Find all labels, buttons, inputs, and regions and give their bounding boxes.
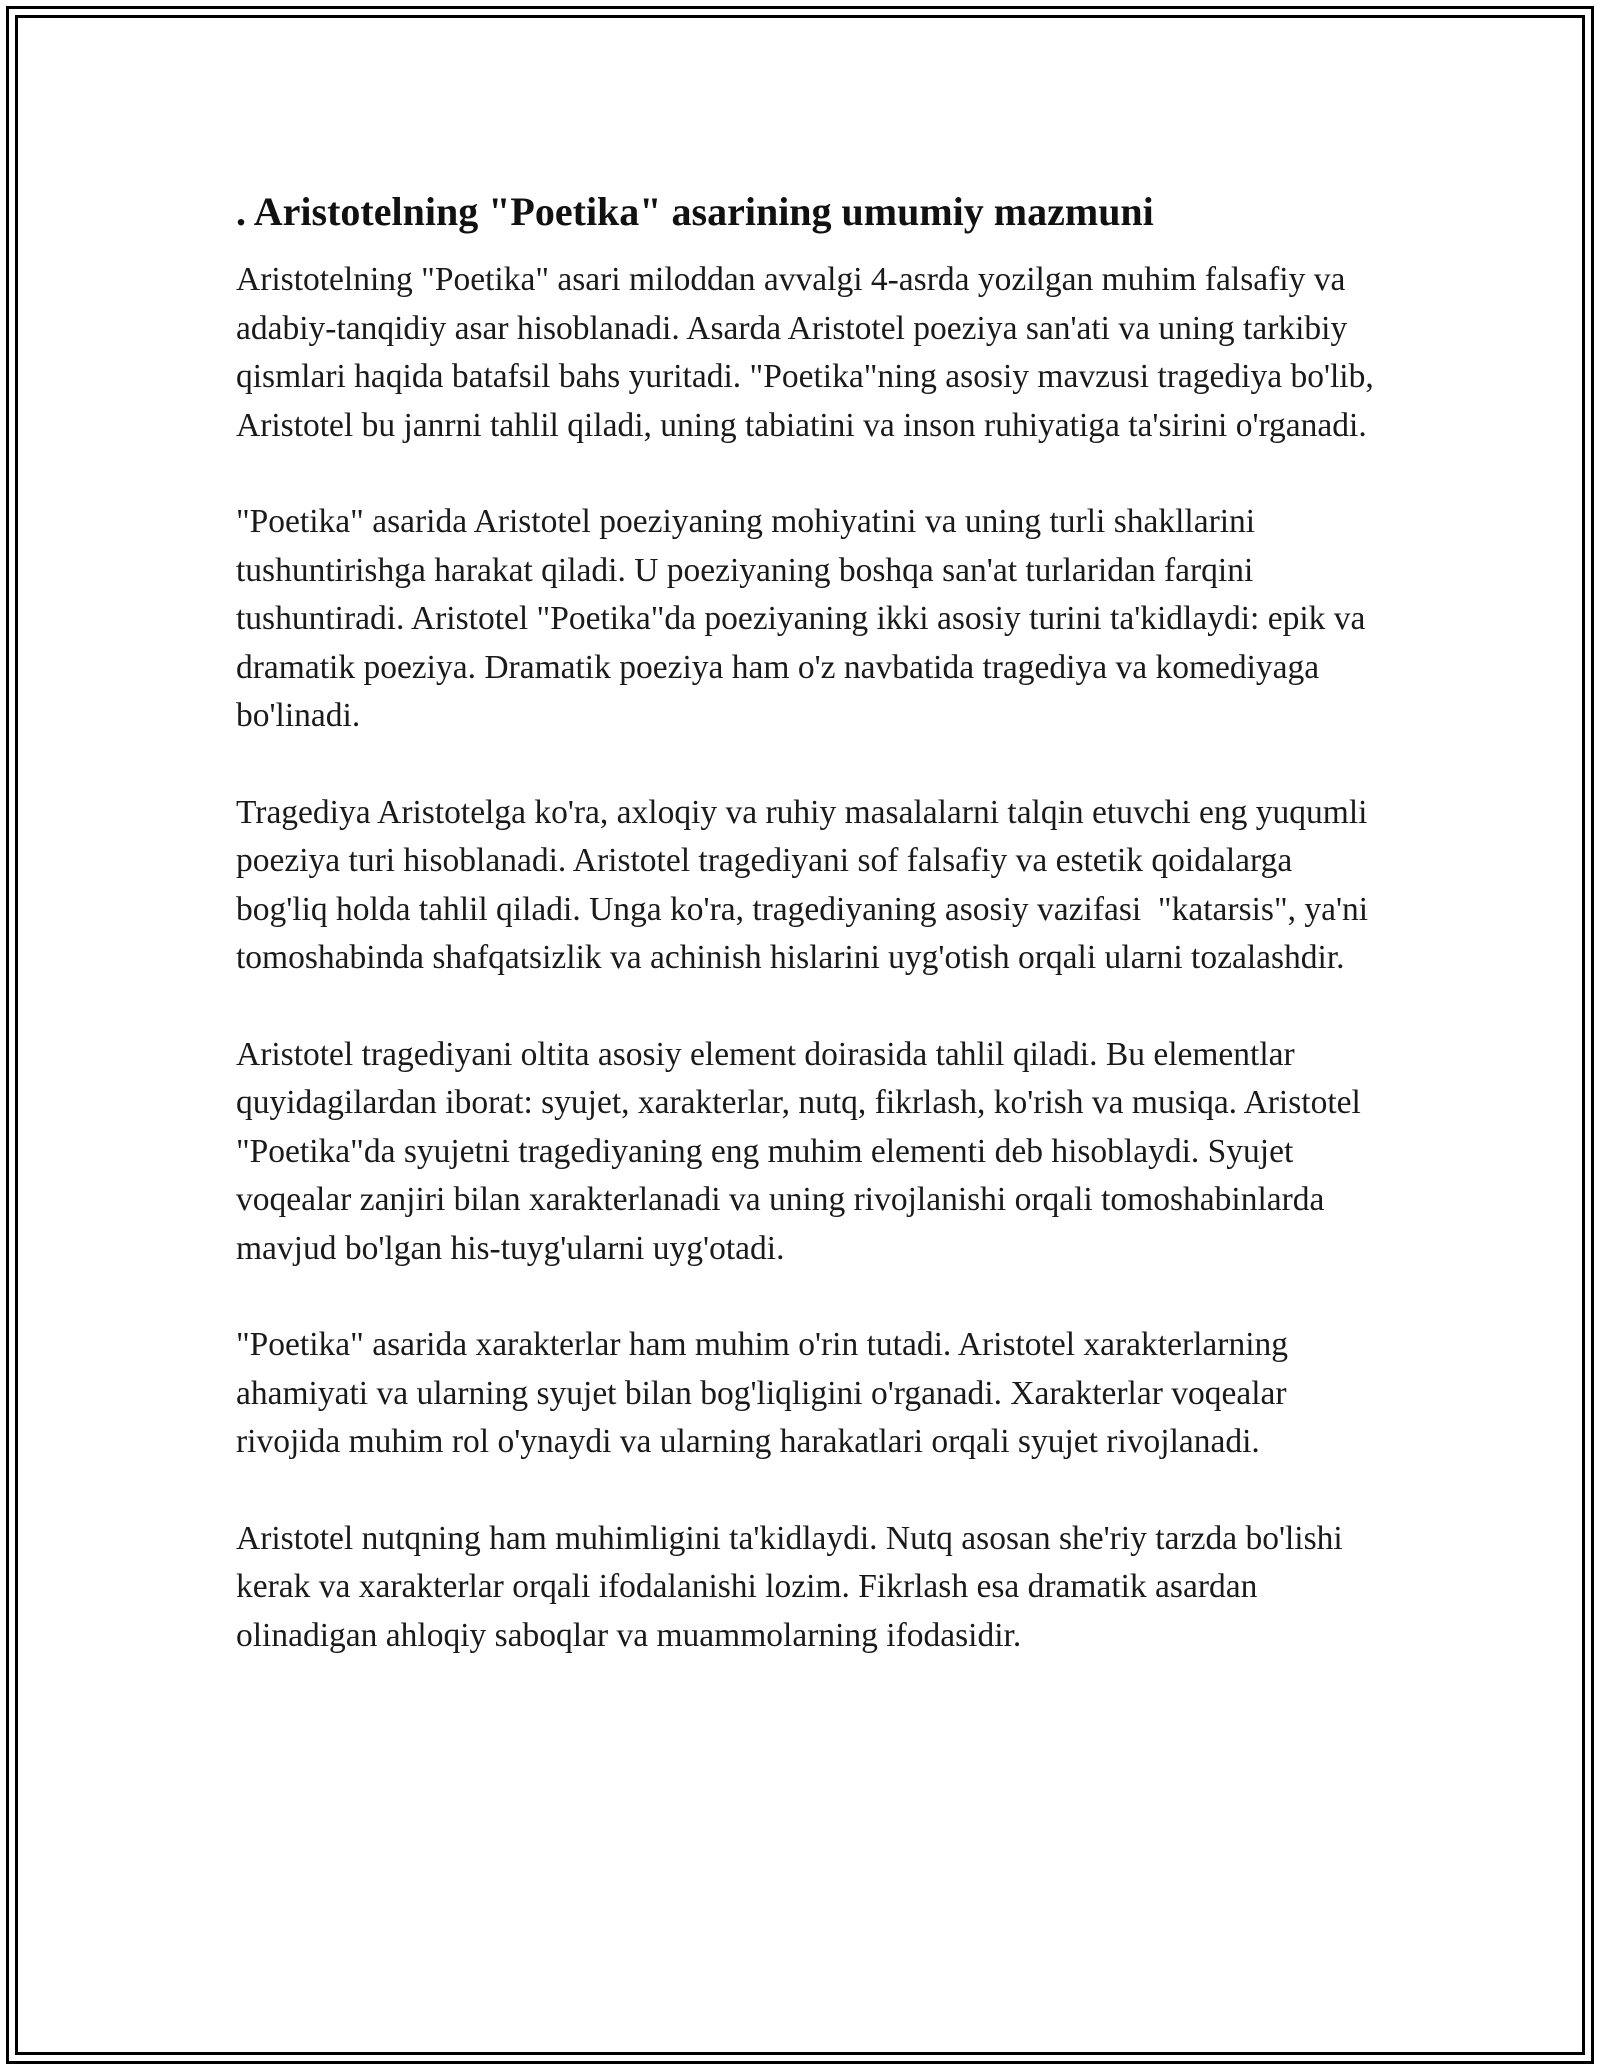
document-body (236, 186, 1381, 1708)
paragraph-3: Tragediya Aristotelga ko'ra, axloqiy va ruhiy masalalarni talqin etuvchi eng yuqumli poeziya turi hisoblanadi. Aristotel tragediyani sof falsafiy va estetik qoidalarga bog'liq holda tahlil qiladi. Unga ko'ra, tragediyaning asosiy vazifasi "katarsis", ya'ni tomoshabinda shafqatsizlik va achinish hislarini uyg'otish orqali ularni tozalashdir. (236, 793, 1377, 976)
paragraph-4: Aristotel tragediyani oltita asosiy element doirasida tahlil qiladi. Bu elementlar quyidagilardan iborat: syujet, xarakterlar, nutq, fikrlash, ko'rish va musiqa. Aristotel "Poetika"da syujetni tragediyaning eng muhim elementi deb hisoblaydi. Syujet voqealar zanjiri bilan xarakterlanadi va uning rivojlanishi orqali tomoshabinlarda mavjud bo'lgan his-tuyg'ularni uyg'otadi. (236, 1035, 1370, 1267)
paragraph-2: "Poetika" asarida Aristotel poeziyaning mohiyatini va uning turli shakllarini tushuntirishga harakat qiladi. U poeziyaning boshqa san'at turlaridan farqini tushuntiradi. Aristotel "Poetika"da poeziyaning ikki asosiy turini ta'kidlaydi: epik va dramatik poeziya. Dramatik poeziya ham o'z navbatida tragediya va komediyaga bo'linadi. (236, 503, 1374, 734)
paragraph-5: "Poetika" asarida xarakterlar ham muhim o'rin tutadi. Aristotel xarakterlarning ahamiyati va ularning syujet bilan bog'liqligini o'rganadi. Xarakterlar voqealar rivojida muhim rol o'ynaydi va ularning harakatlari orqali syujet rivojlanadi. (236, 1326, 1297, 1460)
paragraph-6: Aristotel nutqning ham muhimligini ta'kidlaydi. Nutq asosan she'riy tarzda bo'lishi kerak va xarakterlar orqali ifodalanishi lozim. Fikrlash esa dramatik asardan olinadigan ahloqiy saboqlar va muammolarning ifodasidir. (236, 1519, 1352, 1654)
paragraph-1: Aristotelning "Poetika" asari miloddan avvalgi 4-asrda yozilgan muhim falsafiy va adabiy-tanqidiy asar hisoblanadi. Asarda Aristotel poeziya san'ati va uning tarkibiy qismlari haqida batafsil bahs yuritadi. "Poetika"ning asosiy mavzusi tragediya bo'lib, Aristotel bu janrni tahlil qiladi, uning tabiatini va inson ruhiyatiga ta'sirini o'rganadi. (236, 261, 1381, 444)
document-heading: . Aristotelning "Poetika" asarining umumiy mazmuni (236, 189, 1154, 234)
